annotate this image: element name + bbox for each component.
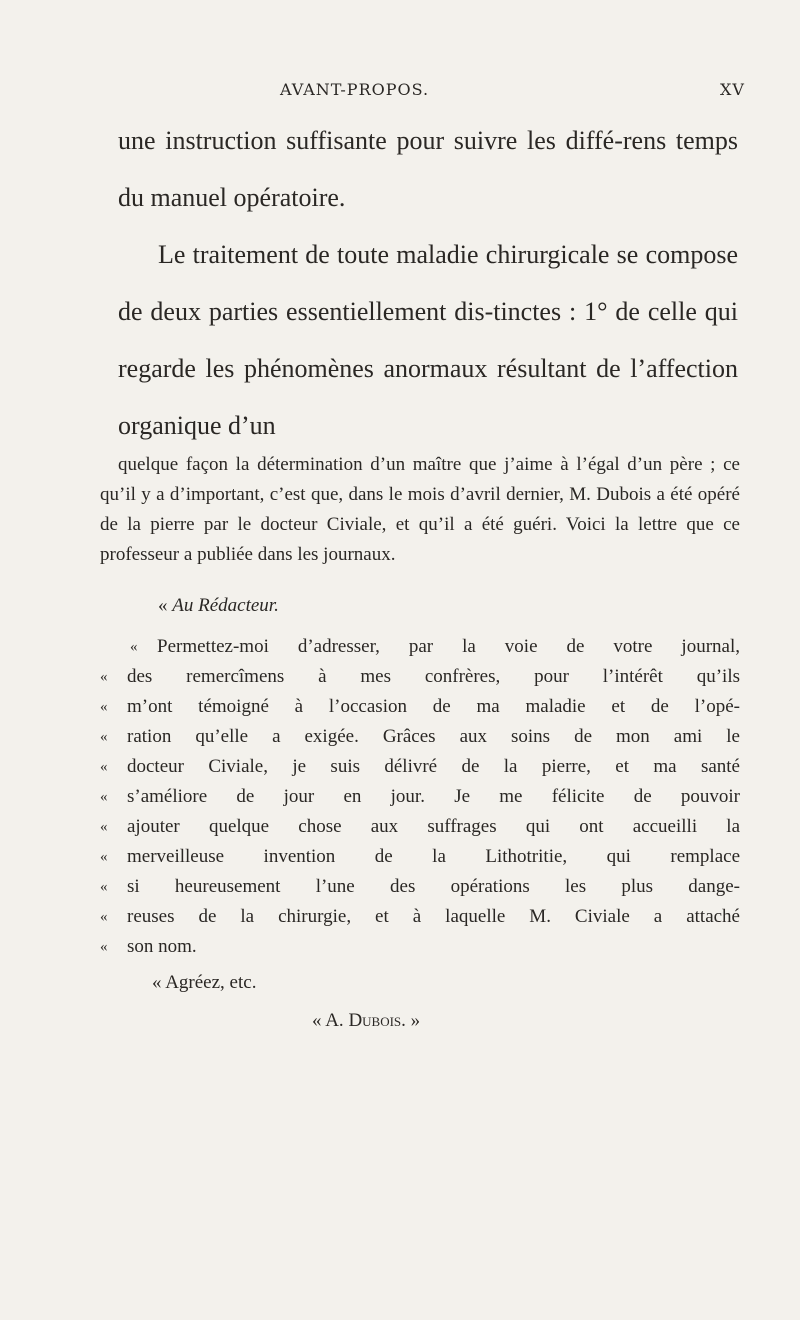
letter-line: « son nom. [100,932,740,962]
letter-line: « m’ont témoigné à l’occasion de ma maladie et de l’opé- [100,692,740,722]
footnote [100,450,740,1036]
quote-mark: « [100,939,108,955]
signature-name: Dubois. [348,1010,406,1031]
letter-salutation [158,580,740,632]
quote-mark: « [100,729,108,745]
footnote-intro: quelque façon la détermination d’un maître que j’aime à l’égal d’un père ; ce qu’il y a d’important, c’est que, dans le mois d’avril dernier, M. Dubois a été opéré de la pierre par le docteur Civiale, et qu’il a été guéri. Voici la lettre que ce professeur a publiée dans les journaux. [100,454,740,565]
quote-mark: « [130,639,138,655]
letter-line: « des remercîmens à mes confrères, pour l’intérêt qu’ils [100,662,740,692]
letter-line: « reuses de la chirurgie, et à laquelle M. Civiale a attaché [100,902,740,932]
signature-initial: « A. [312,1010,344,1031]
salutation-addressee: Au Rédacteur. [172,595,279,616]
letter-line: « s’améliore de jour en jour. Je me félicite de pouvoir [100,782,740,812]
quote-mark: « [100,759,108,775]
quote-mark: « [100,669,108,685]
letter-line: « ajouter quelque chose aux suffrages qui ont accueilli la [100,812,740,842]
letter-line: « ration qu’elle a exigée. Grâces aux soins de mon ami le [100,722,740,752]
running-head [0,76,800,106]
quote-mark: « [100,699,108,715]
quote-mark: « [100,849,108,865]
quote-mark: « [100,789,108,805]
letter-line: « merveilleuse invention de la Lithotritie, qui remplace [100,842,740,872]
quote-mark: « [100,879,108,895]
signature-close-quote: » [410,1010,421,1031]
letter-body [100,632,740,962]
letter-closing: « Agréez, etc. [152,972,257,993]
letter-line: « docteur Civiale, je suis délivré de la pierre, et ma santé [100,752,740,782]
paragraph-treatment: Le traitement de toute maladie chirurgicale se compose de deux parties essentiellement dis-tinctes : 1° de celle qui regarde les phénomènes anormaux résultant de l’affection organique d’un [118,240,738,440]
letter-line: « Permettez-moi d’adresser, par la voie de votre journal, [100,632,740,662]
salutation-quote-mark: « [158,595,168,616]
running-head-title: AVANT-PROPOS. [280,80,430,99]
letter-signature [312,1006,740,1036]
main-text [118,112,738,454]
page-number: XV [720,80,745,99]
quote-mark: « [100,819,108,835]
letter-line: « si heureusement l’une des opérations les plus dange- [100,872,740,902]
quote-mark: « [100,909,108,925]
paragraph-continued: une instruction suffisante pour suivre les diffé-rens temps du manuel opératoire. [118,126,738,212]
